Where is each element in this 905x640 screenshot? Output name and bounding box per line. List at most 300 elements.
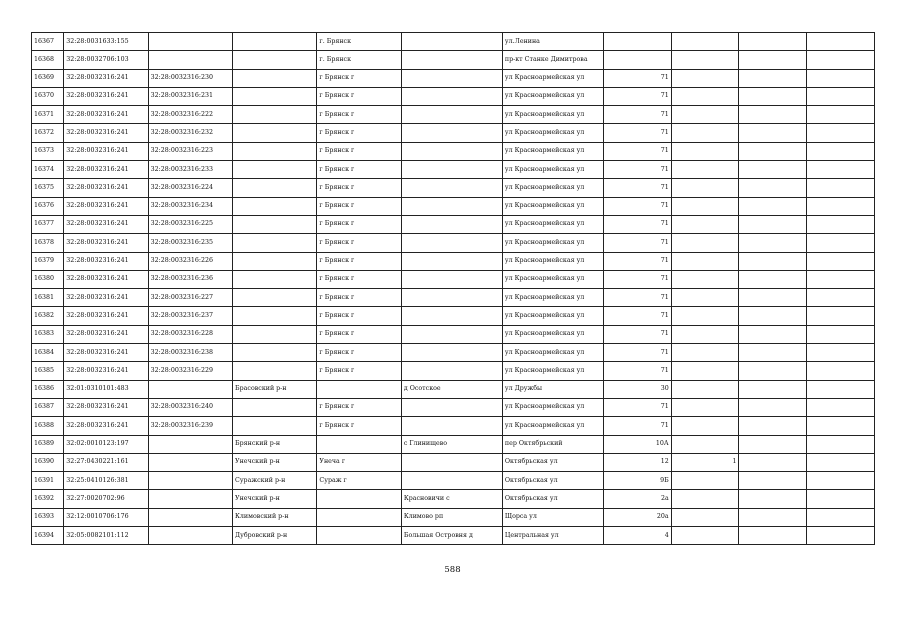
cell-cadastral-number: 32:28:0032316:241	[64, 234, 148, 252]
cell-col-11	[807, 490, 875, 508]
cell-city: г Брянск г	[317, 252, 401, 270]
cell-col-10	[739, 289, 807, 307]
cell-building	[671, 508, 739, 526]
cell-street: Центральная ул	[502, 527, 603, 545]
cell-col-10	[739, 161, 807, 179]
cell-settlement	[401, 344, 502, 362]
cell-col-11	[807, 33, 875, 51]
cell-city: г Брянск г	[317, 344, 401, 362]
cell-parent-cadastral-number: 32:28:0032316:239	[148, 417, 232, 435]
cell-col-11	[807, 106, 875, 124]
cell-building	[671, 69, 739, 87]
cell-col-11	[807, 325, 875, 343]
cell-house: 71	[603, 179, 671, 197]
cell-col-10	[739, 472, 807, 490]
table-row	[32, 472, 875, 490]
cell-city	[317, 490, 401, 508]
cell-parent-cadastral-number: 32:28:0032316:231	[148, 87, 232, 105]
cell-street: ул Красноармейская ул	[502, 197, 603, 215]
cell-settlement	[401, 453, 502, 471]
cell-row-number: 16388	[32, 417, 64, 435]
cell-district	[233, 87, 317, 105]
cell-col-11	[807, 69, 875, 87]
cell-settlement	[401, 472, 502, 490]
table-row	[32, 234, 875, 252]
cell-parent-cadastral-number	[148, 527, 232, 545]
cell-cadastral-number: 32:01:0310101:483	[64, 380, 148, 398]
table-row	[32, 106, 875, 124]
table-row	[32, 87, 875, 105]
cell-row-number: 16394	[32, 527, 64, 545]
cell-street: ул Красноармейская ул	[502, 362, 603, 380]
cell-col-11	[807, 124, 875, 142]
cell-house: 71	[603, 344, 671, 362]
cell-settlement	[401, 417, 502, 435]
cell-col-10	[739, 51, 807, 69]
cell-settlement	[401, 87, 502, 105]
cell-district	[233, 142, 317, 160]
cell-building	[671, 527, 739, 545]
cell-col-10	[739, 325, 807, 343]
table-row	[32, 344, 875, 362]
register-table	[31, 32, 875, 545]
cell-col-10	[739, 142, 807, 160]
table-row	[32, 161, 875, 179]
cell-col-11	[807, 289, 875, 307]
cell-street: ул Красноармейская ул	[502, 87, 603, 105]
cell-city	[317, 380, 401, 398]
cell-building	[671, 87, 739, 105]
cell-city: г Брянск г	[317, 307, 401, 325]
cell-building	[671, 142, 739, 160]
cell-building	[671, 215, 739, 233]
register-table-body	[32, 33, 875, 545]
cell-settlement	[401, 234, 502, 252]
table-row	[32, 325, 875, 343]
cell-col-11	[807, 380, 875, 398]
cell-district	[233, 179, 317, 197]
cell-district	[233, 398, 317, 416]
cell-building: 1	[671, 453, 739, 471]
table-row	[32, 453, 875, 471]
cell-settlement	[401, 252, 502, 270]
table-row	[32, 215, 875, 233]
cell-parent-cadastral-number: 32:28:0032316:222	[148, 106, 232, 124]
cell-parent-cadastral-number: 32:28:0032316:229	[148, 362, 232, 380]
cell-house: 71	[603, 215, 671, 233]
cell-col-11	[807, 142, 875, 160]
cell-parent-cadastral-number: 32:28:0032316:240	[148, 398, 232, 416]
cell-city: г Брянск г	[317, 417, 401, 435]
cell-row-number: 16392	[32, 490, 64, 508]
cell-house: 71	[603, 124, 671, 142]
table-row	[32, 417, 875, 435]
table-row	[32, 197, 875, 215]
cell-district: Унечский р-н	[233, 490, 317, 508]
cell-row-number: 16389	[32, 435, 64, 453]
table-row	[32, 289, 875, 307]
cell-house: 71	[603, 106, 671, 124]
cell-house: 71	[603, 289, 671, 307]
cell-street: пр-кт Станке Димитрова	[502, 51, 603, 69]
cell-parent-cadastral-number: 32:28:0032316:225	[148, 215, 232, 233]
cell-cadastral-number: 32:28:0032316:241	[64, 270, 148, 288]
cell-street: Октябрьская ул	[502, 472, 603, 490]
cell-parent-cadastral-number	[148, 380, 232, 398]
cell-row-number: 16380	[32, 270, 64, 288]
cell-district	[233, 344, 317, 362]
table-row	[32, 142, 875, 160]
table-row	[32, 270, 875, 288]
cell-district: Климовский р-н	[233, 508, 317, 526]
cell-district	[233, 289, 317, 307]
cell-col-11	[807, 508, 875, 526]
cell-parent-cadastral-number: 32:28:0032316:237	[148, 307, 232, 325]
cell-building	[671, 51, 739, 69]
cell-settlement: с Глинищево	[401, 435, 502, 453]
cell-street: пер Октябрьский	[502, 435, 603, 453]
cell-district	[233, 215, 317, 233]
cell-parent-cadastral-number: 32:28:0032316:228	[148, 325, 232, 343]
cell-street: ул Красноармейская ул	[502, 142, 603, 160]
cell-col-10	[739, 197, 807, 215]
cell-street: ул Красноармейская ул	[502, 234, 603, 252]
cell-cadastral-number: 32:28:0032706:103	[64, 51, 148, 69]
cell-col-10	[739, 344, 807, 362]
cell-house: 71	[603, 87, 671, 105]
cell-house: 71	[603, 197, 671, 215]
cell-city: г. Брянск	[317, 33, 401, 51]
cell-col-11	[807, 215, 875, 233]
table-row	[32, 124, 875, 142]
cell-cadastral-number: 32:28:0032316:241	[64, 124, 148, 142]
cell-building	[671, 234, 739, 252]
cell-row-number: 16393	[32, 508, 64, 526]
cell-building	[671, 472, 739, 490]
cell-house: 2а	[603, 490, 671, 508]
table-row	[32, 51, 875, 69]
cell-district	[233, 124, 317, 142]
cell-street: ул Красноармейская ул	[502, 417, 603, 435]
cell-building	[671, 161, 739, 179]
cell-city: г. Брянск	[317, 51, 401, 69]
cell-parent-cadastral-number: 32:28:0032316:234	[148, 197, 232, 215]
table-row	[32, 435, 875, 453]
cell-cadastral-number: 32:28:0032316:241	[64, 307, 148, 325]
cell-parent-cadastral-number: 32:28:0032316:230	[148, 69, 232, 87]
cell-row-number: 16375	[32, 179, 64, 197]
cell-street: ул Красноармейская ул	[502, 161, 603, 179]
cell-cadastral-number: 32:28:0031633:155	[64, 33, 148, 51]
cell-street: ул Красноармейская ул	[502, 215, 603, 233]
cell-house: 71	[603, 307, 671, 325]
cell-street: ул Красноармейская ул	[502, 69, 603, 87]
cell-house: 30	[603, 380, 671, 398]
cell-street: ул Красноармейская ул	[502, 252, 603, 270]
cell-cadastral-number: 32:28:0032316:241	[64, 142, 148, 160]
cell-street: ул Красноармейская ул	[502, 106, 603, 124]
table-row	[32, 527, 875, 545]
cell-street: ул Красноармейская ул	[502, 344, 603, 362]
cell-col-10	[739, 234, 807, 252]
cell-parent-cadastral-number	[148, 472, 232, 490]
cell-row-number: 16384	[32, 344, 64, 362]
cell-col-11	[807, 398, 875, 416]
cell-city: Сураж г	[317, 472, 401, 490]
cell-settlement	[401, 124, 502, 142]
cell-cadastral-number: 32:27:0020702:96	[64, 490, 148, 508]
cell-col-11	[807, 417, 875, 435]
cell-house: 71	[603, 362, 671, 380]
cell-building	[671, 417, 739, 435]
cell-settlement	[401, 215, 502, 233]
cell-parent-cadastral-number: 32:28:0032316:238	[148, 344, 232, 362]
cell-settlement: д Осотское	[401, 380, 502, 398]
cell-street: ул Красноармейская ул	[502, 307, 603, 325]
cell-row-number: 16383	[32, 325, 64, 343]
cell-building	[671, 33, 739, 51]
cell-col-10	[739, 435, 807, 453]
cell-district	[233, 270, 317, 288]
cell-building	[671, 197, 739, 215]
cell-street: ул Красноармейская ул	[502, 270, 603, 288]
cell-city: г Брянск г	[317, 325, 401, 343]
cell-row-number: 16377	[32, 215, 64, 233]
cell-parent-cadastral-number	[148, 508, 232, 526]
cell-district	[233, 252, 317, 270]
cell-settlement	[401, 362, 502, 380]
cell-settlement: Красновичи с	[401, 490, 502, 508]
cell-cadastral-number: 32:02:0010123:197	[64, 435, 148, 453]
cell-row-number: 16379	[32, 252, 64, 270]
cell-row-number: 16369	[32, 69, 64, 87]
cell-col-11	[807, 344, 875, 362]
cell-building	[671, 270, 739, 288]
cell-street: ул Красноармейская ул	[502, 325, 603, 343]
cell-street: Октябрьская ул	[502, 490, 603, 508]
cell-settlement	[401, 270, 502, 288]
table-row	[32, 179, 875, 197]
cell-row-number: 16367	[32, 33, 64, 51]
cell-street: ул Красноармейская ул	[502, 289, 603, 307]
cell-cadastral-number: 32:28:0032316:241	[64, 325, 148, 343]
cell-building	[671, 289, 739, 307]
cell-parent-cadastral-number: 32:28:0032316:224	[148, 179, 232, 197]
cell-city: г Брянск г	[317, 161, 401, 179]
table-row	[32, 307, 875, 325]
cell-settlement	[401, 325, 502, 343]
cell-row-number: 16390	[32, 453, 64, 471]
table-row	[32, 69, 875, 87]
cell-col-11	[807, 362, 875, 380]
cell-city: г Брянск г	[317, 234, 401, 252]
cell-parent-cadastral-number: 32:28:0032316:226	[148, 252, 232, 270]
cell-row-number: 16391	[32, 472, 64, 490]
cell-building	[671, 252, 739, 270]
cell-cadastral-number: 32:28:0032316:241	[64, 289, 148, 307]
cell-district	[233, 51, 317, 69]
cell-street: ул Красноармейская ул	[502, 179, 603, 197]
cell-building	[671, 106, 739, 124]
cell-col-10	[739, 215, 807, 233]
cell-cadastral-number: 32:28:0032316:241	[64, 69, 148, 87]
cell-cadastral-number: 32:28:0032316:241	[64, 197, 148, 215]
cell-col-10	[739, 527, 807, 545]
cell-col-10	[739, 33, 807, 51]
cell-district	[233, 234, 317, 252]
cell-city: г Брянск г	[317, 87, 401, 105]
cell-settlement: Климово рп	[401, 508, 502, 526]
cell-cadastral-number: 32:27:0430221:161	[64, 453, 148, 471]
cell-col-11	[807, 252, 875, 270]
cell-city: г Брянск г	[317, 362, 401, 380]
cell-settlement	[401, 33, 502, 51]
cell-parent-cadastral-number: 32:28:0032316:223	[148, 142, 232, 160]
cell-cadastral-number: 32:28:0032316:241	[64, 87, 148, 105]
cell-col-10	[739, 398, 807, 416]
cell-district	[233, 69, 317, 87]
cell-col-11	[807, 453, 875, 471]
cell-house: 71	[603, 417, 671, 435]
cell-row-number: 16368	[32, 51, 64, 69]
cell-district	[233, 325, 317, 343]
cell-col-10	[739, 417, 807, 435]
cell-house: 71	[603, 270, 671, 288]
cell-col-11	[807, 234, 875, 252]
cell-col-10	[739, 106, 807, 124]
cell-building	[671, 344, 739, 362]
cell-street: ул.Ленина	[502, 33, 603, 51]
cell-col-10	[739, 508, 807, 526]
cell-col-10	[739, 453, 807, 471]
cell-row-number: 16378	[32, 234, 64, 252]
cell-building	[671, 179, 739, 197]
cell-parent-cadastral-number: 32:28:0032316:232	[148, 124, 232, 142]
cell-cadastral-number: 32:28:0032316:241	[64, 161, 148, 179]
cell-house: 71	[603, 69, 671, 87]
cell-city: г Брянск г	[317, 215, 401, 233]
cell-row-number: 16374	[32, 161, 64, 179]
cell-house	[603, 51, 671, 69]
cell-street: Октябрьская ул	[502, 453, 603, 471]
cell-settlement	[401, 161, 502, 179]
cell-parent-cadastral-number: 32:28:0032316:227	[148, 289, 232, 307]
cell-row-number: 16373	[32, 142, 64, 160]
cell-building	[671, 124, 739, 142]
cell-parent-cadastral-number	[148, 435, 232, 453]
cell-row-number: 16371	[32, 106, 64, 124]
cell-building	[671, 435, 739, 453]
cell-col-11	[807, 197, 875, 215]
cell-district: Суражский р-н	[233, 472, 317, 490]
cell-district: Брасовский р-н	[233, 380, 317, 398]
cell-house: 71	[603, 325, 671, 343]
cell-house: 71	[603, 252, 671, 270]
table-row	[32, 33, 875, 51]
cell-building	[671, 325, 739, 343]
cell-house: 71	[603, 161, 671, 179]
cell-district	[233, 33, 317, 51]
cell-city	[317, 508, 401, 526]
cell-col-11	[807, 270, 875, 288]
cell-row-number: 16385	[32, 362, 64, 380]
cell-district: Брянский р-н	[233, 435, 317, 453]
cell-city: г Брянск г	[317, 197, 401, 215]
cell-cadastral-number: 32:28:0032316:241	[64, 398, 148, 416]
cell-city: г Брянск г	[317, 179, 401, 197]
cell-row-number: 16372	[32, 124, 64, 142]
cell-col-10	[739, 362, 807, 380]
cell-house: 20а	[603, 508, 671, 526]
table-row	[32, 362, 875, 380]
cell-settlement	[401, 106, 502, 124]
cell-building	[671, 490, 739, 508]
cell-settlement: Большая Островня д	[401, 527, 502, 545]
cell-cadastral-number: 32:05:0082101:112	[64, 527, 148, 545]
cell-cadastral-number: 32:28:0032316:241	[64, 417, 148, 435]
cell-col-10	[739, 69, 807, 87]
cell-district: Дубровский р-н	[233, 527, 317, 545]
cell-cadastral-number: 32:28:0032316:241	[64, 362, 148, 380]
cell-col-10	[739, 87, 807, 105]
cell-col-10	[739, 179, 807, 197]
cell-settlement	[401, 142, 502, 160]
cell-district	[233, 362, 317, 380]
cell-settlement	[401, 398, 502, 416]
table-row	[32, 490, 875, 508]
cell-city: г Брянск г	[317, 289, 401, 307]
table-row	[32, 252, 875, 270]
cell-city: г Брянск г	[317, 142, 401, 160]
cell-parent-cadastral-number	[148, 490, 232, 508]
cell-house	[603, 33, 671, 51]
cell-col-10	[739, 307, 807, 325]
cell-house: 4	[603, 527, 671, 545]
cell-cadastral-number: 32:28:0032316:241	[64, 179, 148, 197]
cell-house: 9Б	[603, 472, 671, 490]
table-row	[32, 380, 875, 398]
cell-building	[671, 362, 739, 380]
cell-street: ул Красноармейская ул	[502, 398, 603, 416]
cell-city: г Брянск г	[317, 69, 401, 87]
cell-house: 71	[603, 142, 671, 160]
cell-settlement	[401, 69, 502, 87]
cell-settlement	[401, 289, 502, 307]
cell-house: 12	[603, 453, 671, 471]
cell-city: г Брянск г	[317, 398, 401, 416]
cell-settlement	[401, 179, 502, 197]
cell-cadastral-number: 32:28:0032316:241	[64, 344, 148, 362]
cell-settlement	[401, 307, 502, 325]
cell-parent-cadastral-number	[148, 51, 232, 69]
cell-house: 71	[603, 234, 671, 252]
cell-col-11	[807, 161, 875, 179]
cell-district	[233, 161, 317, 179]
cell-row-number: 16386	[32, 380, 64, 398]
cell-col-11	[807, 179, 875, 197]
cell-street: ул Красноармейская ул	[502, 124, 603, 142]
cell-col-11	[807, 307, 875, 325]
cell-parent-cadastral-number	[148, 453, 232, 471]
cell-house: 71	[603, 398, 671, 416]
cell-row-number: 16370	[32, 87, 64, 105]
cell-row-number: 16381	[32, 289, 64, 307]
cell-col-10	[739, 124, 807, 142]
cell-district	[233, 197, 317, 215]
cell-city: г Брянск г	[317, 106, 401, 124]
cell-district	[233, 106, 317, 124]
cell-district	[233, 307, 317, 325]
